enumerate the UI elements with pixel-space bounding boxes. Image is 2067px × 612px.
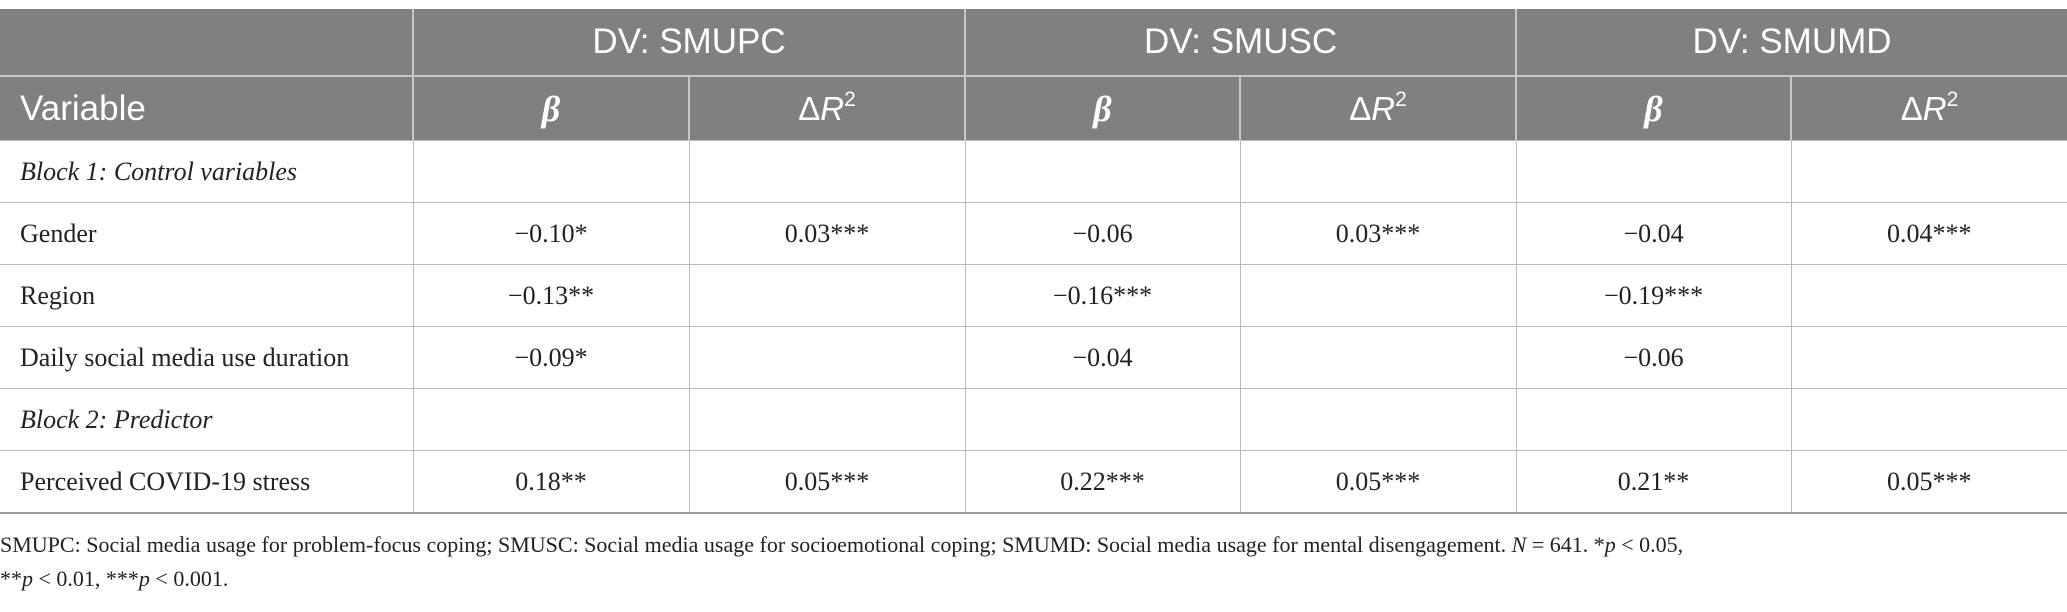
- r-exponent: 2: [1946, 87, 1959, 111]
- group-header-empty: [0, 9, 413, 76]
- row-label: Perceived COVID-19 stress: [0, 451, 413, 514]
- regression-table: [0, 9, 2067, 514]
- footnote-text: < 0.01, ***: [33, 566, 139, 591]
- table-cell: [689, 265, 965, 327]
- table-cell: 0.05***: [1240, 451, 1516, 514]
- r-exponent: 2: [1395, 87, 1407, 111]
- table-cell: −0.16***: [965, 265, 1240, 327]
- r-letter: R: [1922, 89, 1947, 127]
- delta-symbol: Δ: [798, 89, 821, 127]
- table-cell: 0.05***: [689, 451, 965, 514]
- table-cell: [689, 389, 965, 451]
- table-cell: 0.22***: [965, 451, 1240, 514]
- footnote-text: **: [0, 566, 22, 591]
- table-cell: −0.04: [965, 327, 1240, 389]
- table-cell: −0.10*: [413, 203, 689, 265]
- table-row-covid-stress: [0, 451, 2067, 514]
- row-label: Gender: [0, 203, 413, 265]
- table-cell: [1240, 141, 1516, 203]
- footnote-p-symbol: p: [1604, 532, 1616, 557]
- table-cell: [1516, 141, 1791, 203]
- footnote-p-symbol: p: [22, 566, 33, 591]
- beta-symbol: β: [541, 88, 561, 129]
- table-cell: −0.06: [1516, 327, 1791, 389]
- table-row-block-2: [0, 389, 2067, 451]
- table-cell: [1791, 327, 2067, 389]
- table-cell: [413, 389, 689, 451]
- beta-symbol: β: [1644, 88, 1663, 129]
- group-header-smupc: DV: SMUPC: [413, 9, 965, 76]
- table-cell: −0.06: [965, 203, 1240, 265]
- table-cell: 0.21**: [1516, 451, 1791, 514]
- column-header-variable: Variable: [0, 76, 413, 141]
- table-cell: [689, 141, 965, 203]
- r-exponent: 2: [844, 87, 856, 111]
- column-header-row: [0, 76, 2067, 141]
- table-cell: [1791, 265, 2067, 327]
- table-cell: [1240, 327, 1516, 389]
- row-label: Region: [0, 265, 413, 327]
- table-cell: [965, 389, 1240, 451]
- regression-table-container: [0, 9, 2067, 514]
- table-cell: [965, 141, 1240, 203]
- footnote-abbreviations: SMUPC: Social media usage for problem-focus coping; SMUSC: Social media usage for socioemotional coping; SMUMD: Social media usage for mental disengagement.: [0, 532, 1512, 557]
- table-cell: 0.18**: [413, 451, 689, 514]
- group-header-row: [0, 9, 2067, 76]
- row-label: Block 2: Predictor: [0, 389, 413, 451]
- footnote-text: < 0.001.: [149, 566, 229, 591]
- table-cell: −0.04: [1516, 203, 1791, 265]
- column-header-delta-r2-smupc: [689, 76, 965, 141]
- table-cell: −0.13**: [413, 265, 689, 327]
- table-cell: −0.19***: [1516, 265, 1791, 327]
- table-cell: [413, 141, 689, 203]
- beta-symbol: β: [1093, 88, 1112, 129]
- footnote-n-value: = 641. *: [1526, 532, 1605, 557]
- table-row-region: [0, 265, 2067, 327]
- table-cell: [1240, 389, 1516, 451]
- row-label: Daily social media use duration: [0, 327, 413, 389]
- footnote-p-symbol: p: [138, 566, 150, 591]
- table-cell: [1791, 141, 2067, 203]
- column-header-beta-smusc: [965, 76, 1240, 141]
- table-row-block-1: [0, 141, 2067, 203]
- column-header-beta-smumd: [1516, 76, 1791, 141]
- group-header-smumd: DV: SMUMD: [1516, 9, 2067, 76]
- delta-symbol: Δ: [1349, 89, 1372, 127]
- table-cell: −0.09*: [413, 327, 689, 389]
- table-cell: [1791, 389, 2067, 451]
- table-row-gender: [0, 203, 2067, 265]
- column-header-delta-r2-smusc: [1240, 76, 1516, 141]
- column-header-beta-smupc: [413, 76, 689, 141]
- table-cell: [689, 327, 965, 389]
- row-label: Block 1: Control variables: [0, 141, 413, 203]
- table-cell: 0.03***: [1240, 203, 1516, 265]
- table-cell: 0.04***: [1791, 203, 2067, 265]
- table-footnote: [0, 528, 2060, 596]
- table-cell: 0.03***: [689, 203, 965, 265]
- table-cell: [1516, 389, 1791, 451]
- table-cell: 0.05***: [1791, 451, 2067, 514]
- table-cell: [1240, 265, 1516, 327]
- r-letter: R: [1371, 89, 1396, 127]
- footnote-text: < 0.05,: [1615, 532, 1684, 557]
- r-letter: R: [820, 89, 845, 127]
- group-header-smusc: DV: SMUSC: [965, 9, 1516, 76]
- footnote-n-label: N: [1511, 532, 1527, 557]
- column-header-delta-r2-smumd: [1791, 76, 2067, 141]
- table-row-daily-use-duration: [0, 327, 2067, 389]
- delta-symbol: Δ: [1900, 89, 1923, 127]
